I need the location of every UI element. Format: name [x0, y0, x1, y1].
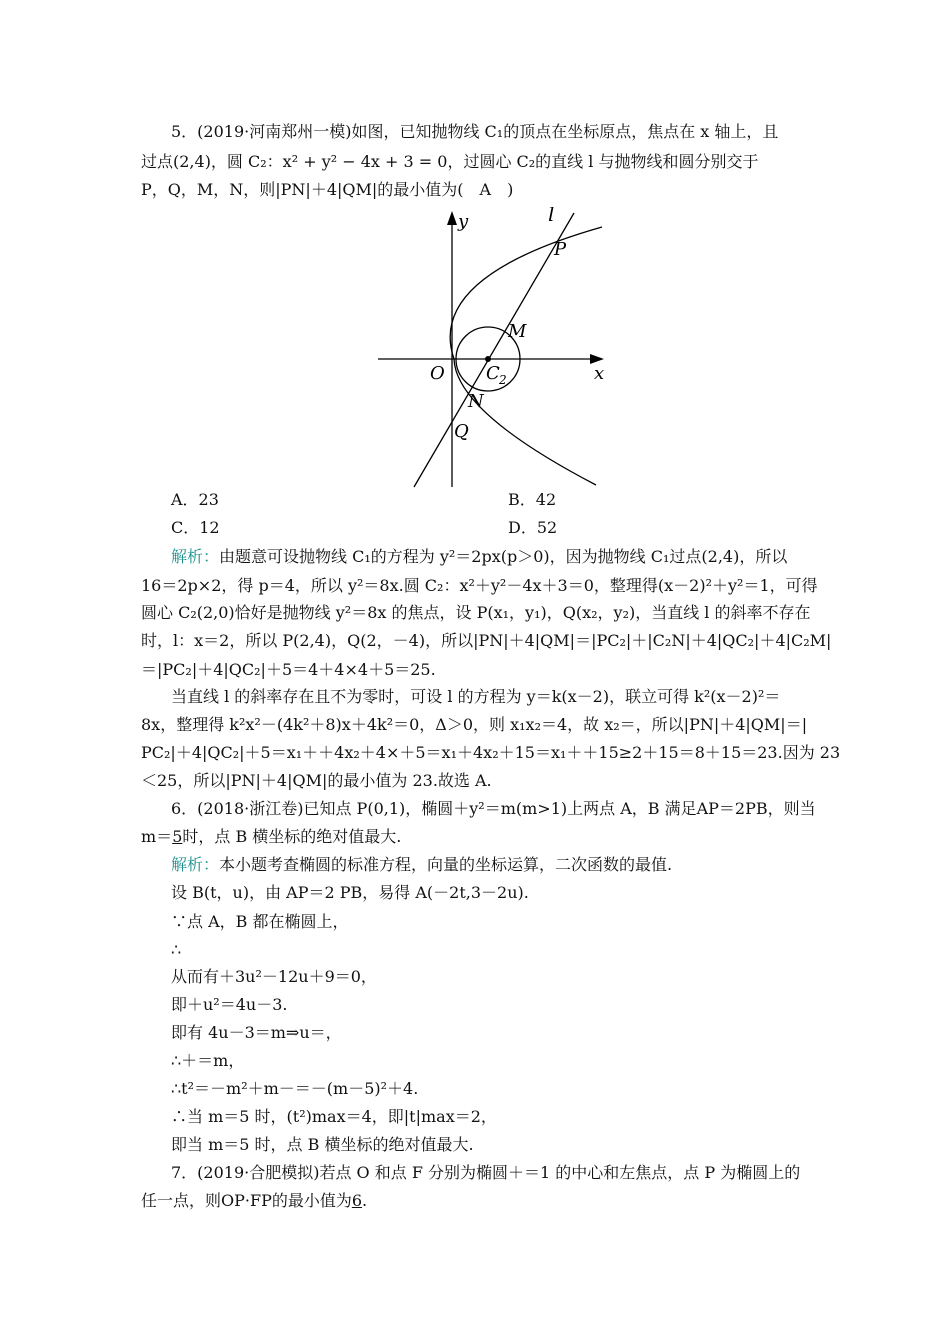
solution6-line1 [171, 854, 811, 876]
solution6-line3: ∵点 A，B 都在椭圆上， [171, 912, 349, 931]
problem5-line2: 过点(2,4)，圆 C₂：x² + y² − 4x + 3 = 0，过圆心 C₂的直线 l 与抛物线和圆分别交于 [141, 152, 759, 171]
solution5-line6: 当直线 l 的斜率存在且不为零时，可设 l 的方程为 y＝k(x－2)，联立可得 k²(x－2)²＝ [171, 687, 781, 706]
y-axis-arrow [447, 211, 457, 225]
problem5-line1: 5．(2019·河南郑州一模)如图，已知抛物线 C₁的顶点在坐标原点，焦点在 x 轴上，且 [171, 122, 779, 141]
label-C2-subscript: 2 [499, 373, 507, 387]
solution5-text1: 由题意可设抛物线 C₁的方程为 y²＝2px(p＞0)，因为抛物线 C₁过点(2,4)，所以 [219, 547, 788, 566]
solution5-line4: 时，l：x＝2，所以 P(2,4)，Q(2，－4)，所以|PN|＋4|QM|＝|PC₂|＋|C₂N|＋4|QC₂|＋4|C₂M| [141, 631, 832, 650]
label-Q: Q [454, 421, 469, 442]
solution6-line10: ∴当 m＝5 时，(t²)max＝4，即|t|max＝2， [171, 1107, 497, 1126]
solution5-line8: PC₂|＋4|QC₂|＋5＝x₁＋＋4x₂＋4×＋5＝x₁＋4x₂＋15＝x₁＋＋15≥2＋15＝8＋15＝23.因为 23 [141, 743, 841, 762]
option-d: D．52 [508, 518, 558, 537]
option-b: B．42 [508, 490, 557, 509]
solution5-line7: 8x，整理得 k²x²－(4k²＋8)x＋4k²＝0，Δ＞0，则 x₁x₂＝4，故 x₂＝，所以|PN|＋4|QM|＝| [141, 715, 808, 734]
label-O: O [430, 363, 445, 384]
problem7-line2-pre: 任一点，则OP·FP的最小值为 [141, 1191, 352, 1210]
solution5-line2: 16＝2p×2，得 p＝4，所以 y²＝8x.圆 C₂：x²＋y²－4x＋3＝0，整理得(x－2)²＋y²＝1，可得 [141, 576, 818, 595]
problem6-line2-pre: m＝ [141, 827, 173, 846]
solution6-text1: 本小题考查椭圆的标准方程，向量的坐标运算，二次函数的最值. [219, 855, 673, 874]
solution6-line6: 即＋u²＝4u－3. [171, 995, 288, 1014]
label-M: M [508, 321, 527, 342]
solution5-line5: ＝|PC₂|＋4|QC₂|＋5＝4＋4×4＋5＝25. [141, 660, 436, 679]
parabola-curve [450, 227, 605, 485]
solution5-line9: ＜25，所以|PN|＋4|QM|的最小值为 23.故选 A. [141, 771, 492, 790]
solution6-line8: ∴＋＝m， [171, 1051, 245, 1070]
problem7-line2 [141, 1190, 781, 1212]
solution6-line5: 从而有＋3u²－12u＋9＝0， [171, 967, 377, 986]
problem6-answer: 5 [172, 827, 183, 846]
parabola-circle-figure [376, 207, 606, 489]
label-x: x [594, 363, 605, 384]
solution6-line7: 即有 4u－3＝m⇒u＝， [171, 1023, 342, 1042]
solution6-line2: 设 B(t，u)，由 AP＝2 PB，易得 A(－2t,3－2u). [171, 883, 529, 902]
solution5-label: 解析： [171, 547, 220, 566]
solution5-line3: 圆心 C₂(2,0)恰好是抛物线 y²＝8x 的焦点，设 P(x₁，y₁)，Q(x₂，y₂)，当直线 l 的斜率不存在 [141, 603, 811, 622]
label-l: l [548, 207, 555, 226]
solution6-label: 解析： [171, 855, 220, 874]
line-l [414, 213, 574, 487]
label-P: P [554, 239, 567, 260]
problem7-line1: 7．(2019·合肥模拟)若点 O 和点 F 分别为椭圆＋＝1 的中心和左焦点，点 P 为椭圆上的 [171, 1163, 801, 1182]
label-N: N [468, 391, 484, 412]
solution6-line4: ∴ [171, 940, 182, 959]
label-C2: C [486, 363, 500, 384]
problem6-line2-post: 时，点 B 横坐标的绝对值最大. [182, 827, 402, 846]
problem6-line2 [141, 826, 781, 848]
option-c: C．12 [171, 518, 220, 537]
solution6-line9: ∴t²＝－m²＋m－＝－(m－5)²＋4. [171, 1079, 419, 1098]
problem6-line1: 6．(2018·浙江卷)已知点 P(0,1)，椭圆＋y²＝m(m>1)上两点 A，B 满足AP＝2PB，则当 [171, 799, 816, 818]
problem7-line2-post: . [362, 1191, 368, 1210]
label-y: y [458, 211, 469, 232]
problem7-answer: 6 [351, 1191, 363, 1210]
solution6-line11: 即当 m＝5 时，点 B 横坐标的绝对值最大. [171, 1135, 474, 1154]
option-a: A．23 [171, 490, 219, 509]
problem5-line3: P，Q，M，N，则|PN|＋4|QM|的最小值为( A ) [141, 180, 514, 199]
solution5-line1 [171, 546, 811, 568]
